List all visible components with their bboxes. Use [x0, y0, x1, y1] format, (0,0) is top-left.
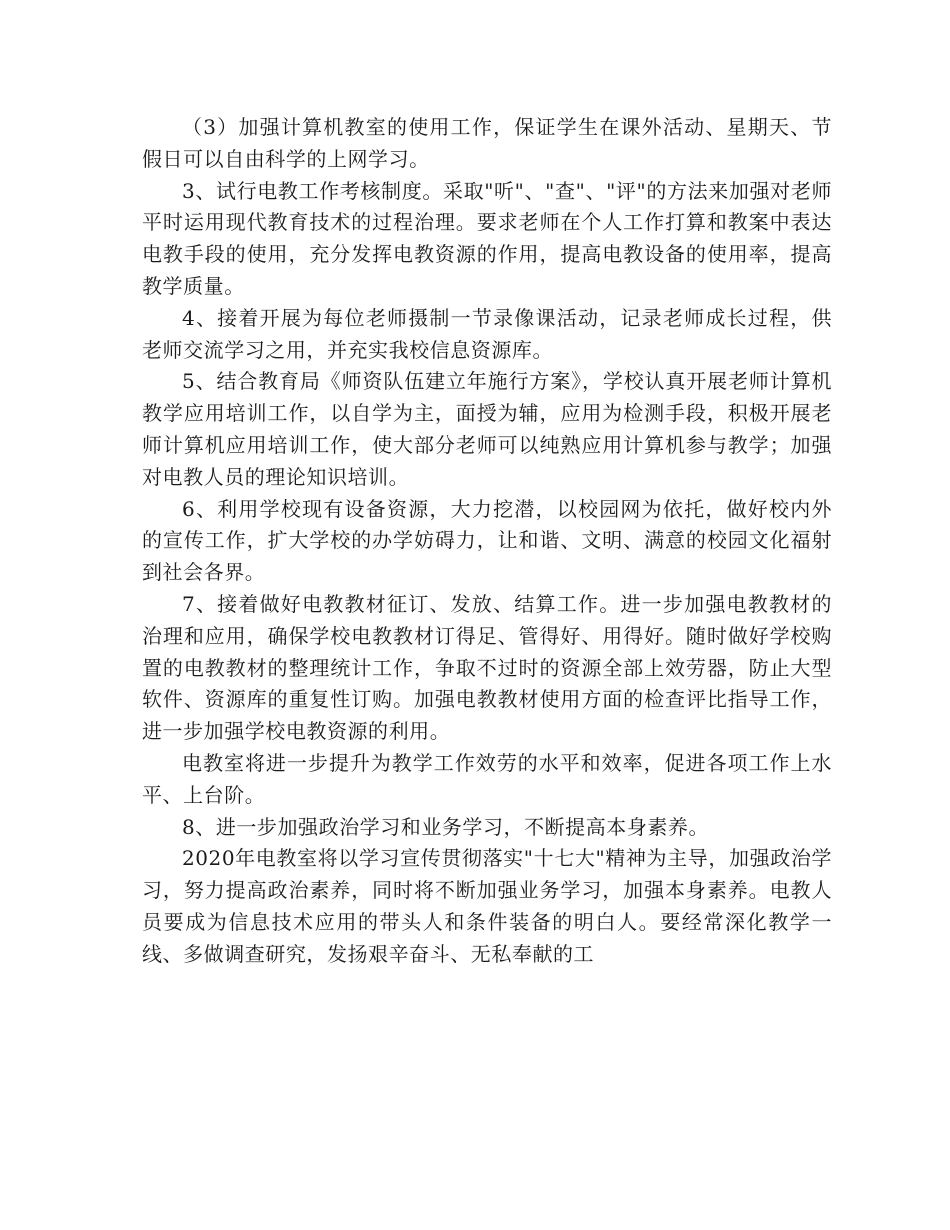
paragraph-service-level: 电教室将进一步提升为教学工作效劳的水平和效率，促进各项工作上水平、上台阶。 [142, 750, 832, 807]
paragraph-campus-network: 6、利用学校现有设备资源，大力挖潜，以校园网为依托，做好校内外的宣传工作，扩大学校的办学妨碍力，让和谐、文明、满意的校园文化福射到社会各界。 [142, 496, 832, 585]
paragraph-2020-plan: 2020年电教室将以学习宣传贯彻落实"十七大"精神为主导，加强政治学习，努力提高政治素养，同时将不断加强业务学习，加强本身素养。电教人员要成为信息技术应用的带头人和条件装备的明白人。要经常深化教学一线、多做调查研究，发扬艰辛奋斗、无私奉献的工 [142, 846, 832, 966]
paragraph-teacher-training: 5、结合教育局《师资队伍建立年施行方案》，学校认真开展老师计算机教学应用培训工作，以自学为主，面授为辅，应用为检测手段，积极开展老师计算机应用培训工作，使大部分老师可以纯熟应用计算机参与教学；加强对电教人员的理论知识培训。 [142, 369, 832, 489]
paragraph-teaching-materials: 7、接着做好电教教材征订、发放、结算工作。进一步加强电教教材的治理和应用，确保学校电教教材订得足、管得好、用得好。随时做好学校购置的电教教材的整理统计工作，争取不过时的资源全部上效劳器，防止大型软件、资源库的重复性订购。加强电教教材使用方面的检查评比指导工作，进一步加强学校电教资源的利用。 [142, 591, 832, 744]
paragraph-assessment-system: 3、试行电教工作考核制度。采取"听"、"查"、"评"的方法来加强对老师平时运用现代教育技术的过程治理。要求老师在个人工作打算和教案中表达电教手段的使用，充分发挥电教资源的作用，提高电教设备的使用率，提高教学质量。 [142, 178, 832, 298]
paragraph-political-study: 8、进一步加强政治学习和业务学习，不断提高本身素养。 [182, 814, 710, 839]
document-page [142, 112, 832, 971]
paragraph-video-lessons: 4、接着开展为每位老师摄制一节录像课活动，记录老师成长过程，供老师交流学习之用，并充实我校信息资源库。 [142, 305, 832, 362]
paragraph-computer-room: （3）加强计算机教室的使用工作，保证学生在课外活动、星期天、节假日可以自由科学的上网学习。 [142, 115, 832, 171]
